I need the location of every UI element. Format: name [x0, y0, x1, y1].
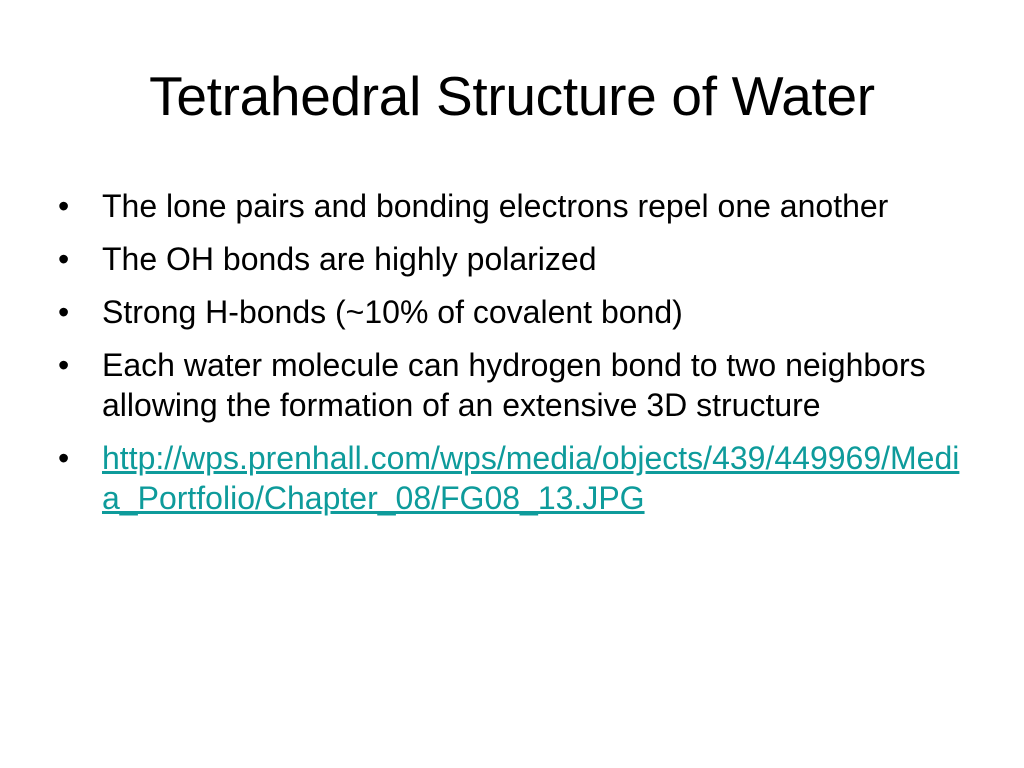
bullet-icon: • [58, 188, 70, 224]
bullet-icon: • [58, 241, 70, 277]
bullet-icon: • [58, 294, 70, 330]
bullet-item-3d-structure [58, 345, 968, 425]
bullet-text: Each water molecule can hydrogen bond to two neighbors allowing the formation of an extensive 3D structure [102, 347, 926, 423]
bullet-icon: • [58, 440, 70, 476]
bullet-text: Strong H-bonds (~10% of covalent bond) [102, 294, 683, 330]
bullet-text: The OH bonds are highly polarized [102, 241, 597, 277]
bullet-item-lone-pairs [58, 186, 968, 226]
bullet-text: The lone pairs and bonding electrons repel one another [102, 188, 889, 224]
bullet-item-h-bonds [58, 292, 968, 332]
bullet-item-source-link [58, 438, 968, 518]
slide-title: Tetrahedral Structure of Water [149, 65, 875, 127]
bullet-item-oh-bonds [58, 239, 968, 279]
bullet-list [58, 186, 968, 531]
source-link[interactable]: http://wps.prenhall.com/wps/media/objects/439/449969/Media_Portfolio/Chapter_08/FG08_13.JPG [102, 440, 960, 516]
bullet-icon: • [58, 347, 70, 383]
